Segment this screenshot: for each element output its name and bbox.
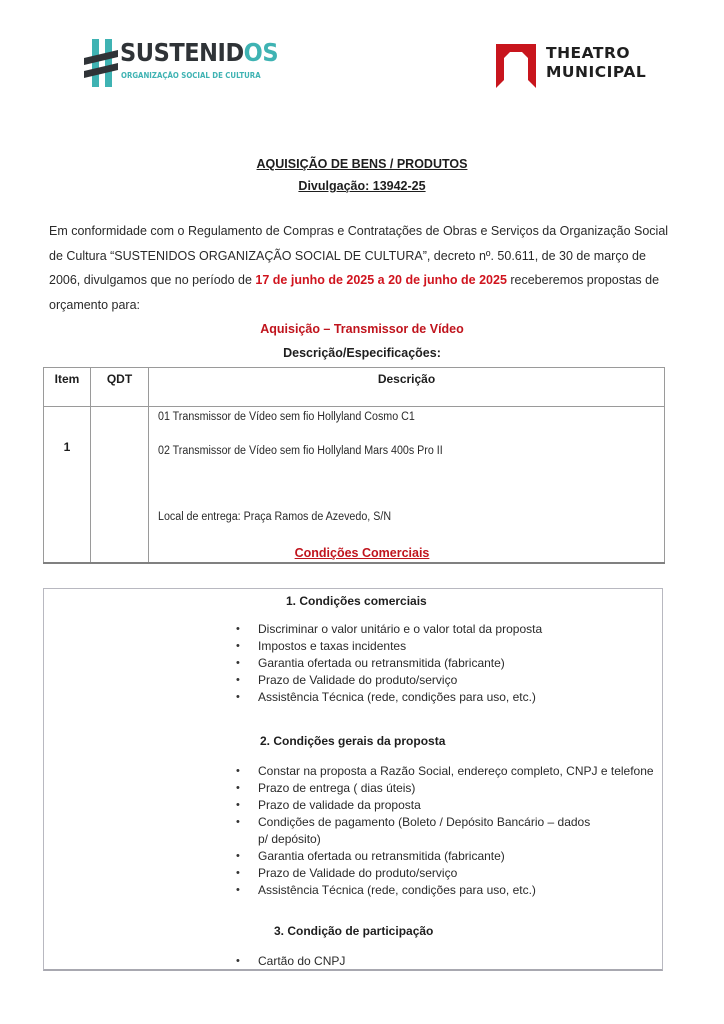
header-description: Descrição: [149, 368, 665, 407]
list-item: • Prazo de Validade do produto/serviço: [236, 865, 656, 882]
cell-item: 1: [44, 407, 91, 564]
document-title: AQUISIÇÃO DE BENS / PRODUTOS: [256, 157, 468, 171]
list-item: • Constar na proposta a Razão Social, endereço completo, CNPJ e telefone: [236, 763, 656, 780]
cell-description: [149, 407, 665, 564]
list-item: • Assistência Técnica (rede, condições para uso, etc.): [236, 689, 542, 706]
header-qdt: QDT: [91, 368, 149, 407]
header-item: Item: [44, 368, 91, 407]
list-item: • Garantia ofertada ou retransmitida (fabricante): [236, 655, 542, 672]
hashtag-logo-icon: [84, 36, 122, 92]
section-subtitle: Descrição/Especificações:: [283, 346, 441, 360]
list-item: • Condições de pagamento (Boleto / Depósito Bancário – dados p/ depósito): [236, 814, 598, 848]
list-item: • Impostos e taxas incidentes: [236, 638, 542, 655]
conditions-heading-2: 2. Condições gerais da proposta: [260, 734, 446, 748]
list-item: • Prazo de entrega ( dias úteis): [236, 780, 656, 797]
conditions-list-2: [236, 763, 656, 899]
conditions-list-1: [236, 621, 542, 706]
description-line: 01 Transmissor de Vídeo sem fio Hollyland Cosmo C1: [158, 411, 415, 423]
list-item: • Discriminar o valor unitário e o valor total da proposta: [236, 621, 542, 638]
date-period-highlight: 17 de junho de 2025 a 20 de junho de 2025: [255, 273, 507, 287]
cell-qdt: [91, 407, 149, 564]
list-item: • Assistência Técnica (rede, condições para uso, etc.): [236, 882, 656, 899]
document-subtitle: Divulgação: 13942-25: [298, 179, 426, 193]
conditions-title: Condições Comerciais: [294, 546, 430, 560]
list-item: • Cartão do CNPJ: [236, 953, 345, 970]
description-line: 02 Transmissor de Vídeo sem fio Hollyland Mars 400s Pro II: [158, 445, 443, 457]
table-row: [44, 407, 665, 564]
sustenidos-tagline: ORGANIZAÇÃO SOCIAL DE CULTURA: [121, 71, 261, 80]
section-title: Aquisição – Transmissor de Vídeo: [260, 322, 464, 336]
arch-logo-icon: [496, 44, 536, 88]
items-table: [43, 367, 665, 564]
conditions-heading-3: 3. Condição de participação: [274, 924, 434, 938]
conditions-box: [43, 588, 663, 971]
list-item: • Prazo de Validade do produto/serviço: [236, 672, 542, 689]
conditions-heading-1: 1. Condições comerciais: [286, 594, 427, 608]
list-item: • Garantia ofertada ou retransmitida (fabricante): [236, 848, 656, 865]
intro-paragraph: Em conformidade com o Regulamento de Compras e Contratações de Obras e Serviços da Organização Social de Cultura “SUSTENIDOS ORGANIZAÇÃO SOCIAL DE CULTURA”, decreto nº. 50.611, de 30 de março de 2006, divulgamos que no período de 17 de junho de 2025 a 20 de junho de 2025 receberemos propostas de orçamento para:: [49, 224, 669, 312]
list-item: • Prazo de validade da proposta: [236, 797, 656, 814]
table-header-row: [44, 368, 665, 407]
theatro-municipal-logo: [496, 42, 666, 90]
delivery-location: Local de entrega: Praça Ramos de Azevedo, S/N: [158, 511, 392, 523]
sustenidos-logo: [84, 36, 279, 92]
conditions-list-3: [236, 953, 345, 970]
sustenidos-wordmark: SUSTENIDOS: [120, 38, 279, 67]
theatro-municipal-wordmark: THEATRO MUNICIPAL: [546, 44, 647, 81]
